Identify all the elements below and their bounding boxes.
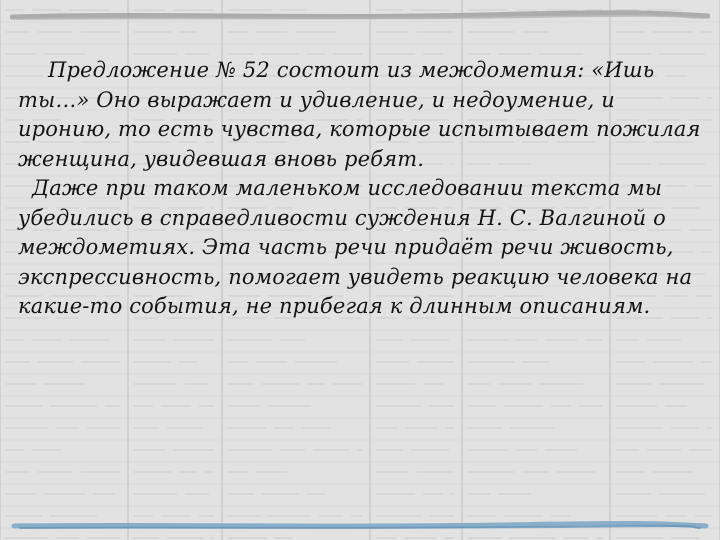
top-decorative-brush-stroke xyxy=(10,8,710,24)
slide-text-block xyxy=(18,56,710,322)
paragraph-2: Даже при таком маленьком исследовании текста мы убедились в справедливости суждения Н. С. Валгиной о междометиях. Эта часть речи придаёт речи живость, экспрессивность, помогает увидеть реакцию человека на какие-то события, не прибегая к длинным описаниям. xyxy=(18,176,693,318)
paragraph-1: Предложение № 52 состоит из междометия: «Ишь ты…» Оно выражает и удивление, и недоумение, и иронию, то есть чувства, которые испытывает пожилая женщина, увидевшая вновь ребят. xyxy=(18,58,701,171)
bottom-decorative-brush-stroke xyxy=(0,518,720,534)
